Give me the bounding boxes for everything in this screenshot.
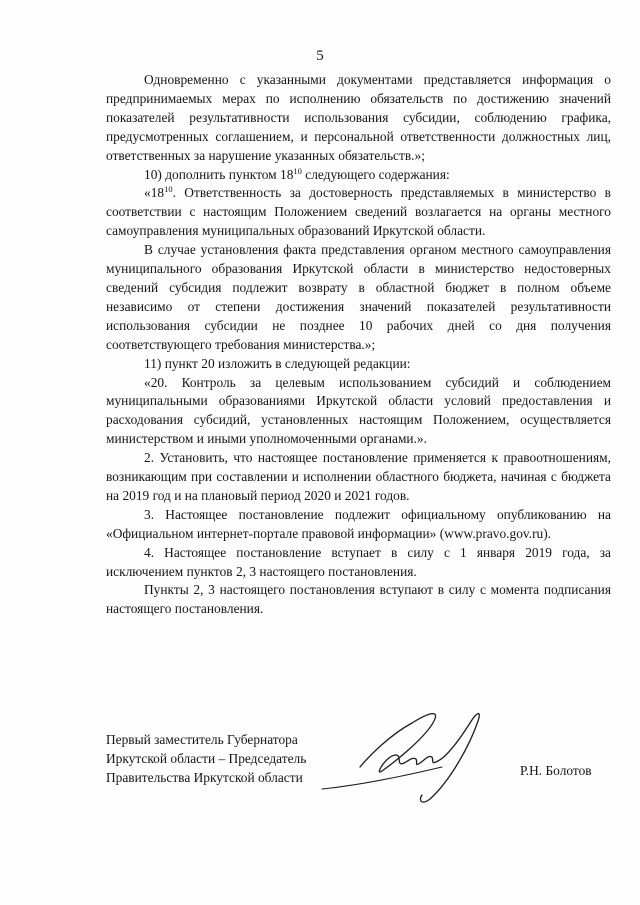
paragraph: «$18^{10}$. Ответственность за достоверность представляемых в министерство в соответствии с настоящим Положением сведений возлагается на органы местного самоуправления муниципальных образований Иркутской области. xyxy=(106,184,611,239)
page-number: 5 xyxy=(316,48,324,64)
paragraph: 3. Настоящее постановление подлежит официальному опубликованию на «Официальном интернет-портале правовой информации» (www.pravo.gov.ru). xyxy=(106,506,611,541)
paragraph: 4. Настоящее постановление вступает в силу с 1 января 2019 года, за исключением пунктов 2, 3 настоящего постановления. xyxy=(106,544,611,579)
paragraph: 2. Установить, что настоящее постановление применяется к правоотношениям, возникающим при составлении и исполнении областного бюджета, начиная с бюджета на 2019 год и на плановый период 2020 и 2021 годов. xyxy=(106,450,611,503)
paragraph: «20. Контроль за целевым использованием субсидий и соблюдением муниципальными образованиями Иркутской области условий предоставления и расходования субсидий, установленных настоящим Положением, осуществляется министерством и иными уполномоченными органами.». xyxy=(106,374,611,447)
document-body xyxy=(106,71,611,619)
signatory-title-line: Первый заместитель Губернатора xyxy=(106,732,298,747)
paragraph: Одновременно с указанными документами представляется информация о предпринимаемых мерах по исполнению обязательств по достижению значений показателей результативности использования субсидии, соблюдению графика, предусмотренных соглашением, и персональной ответственности должностных лиц, ответственных за нарушение указанных обязательств.»; xyxy=(106,72,611,163)
signatory-title-line: Иркутской области – Председатель xyxy=(106,751,307,766)
paragraph: 11) пункт 20 изложить в следующей редакции: xyxy=(144,355,411,371)
handwritten-signature xyxy=(300,705,500,805)
paragraph: Пункты 2, 3 настоящего постановления вступают в силу с момента подписания настоящего постановления. xyxy=(106,582,611,617)
signatory-name: Р.Н. Болотов xyxy=(520,763,592,778)
signatory-title-line: Правительства Иркутской области xyxy=(106,770,303,785)
paragraph: 10) дополнить пунктом $18^{10}$ следующего содержания: xyxy=(144,165,450,182)
paragraph: В случае установления факта представления органом местного самоуправления муниципального образования Иркутской области в министерство недостоверных сведений субсидия подлежит возврату в областной бюджет в полном объеме независимо от степени достижения значений показателей результативности использования субсидии не позднее 10 рабочих дней со дня получения соответствующего требования министерства.»; xyxy=(106,242,611,352)
